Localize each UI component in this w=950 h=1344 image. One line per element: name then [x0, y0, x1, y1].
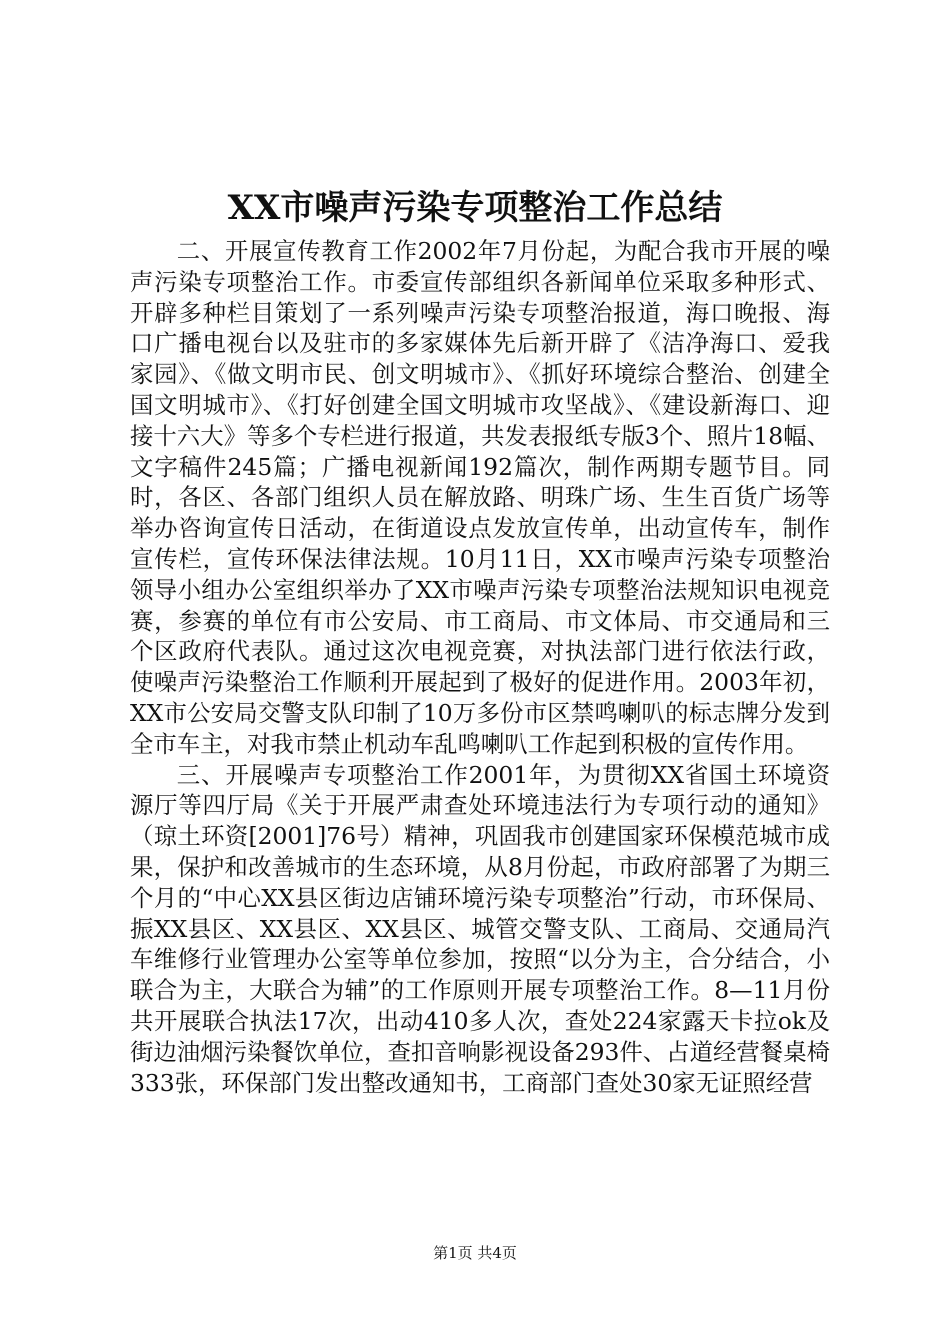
paragraph-publicity-education: 二、开展宣传教育工作2002年7月份起，为配合我市开展的噪声污染专项整治工作。市委宣传部组织各新闻单位采取多种形式、开辟多种栏目策划了一系列噪声污染专项整治报道，海口晚报、海口广播电视台以及驻市的多家媒体先后新开辟了《洁净海口、爱我家园》、《做文明市民、创文明城市》、《抓好环境综合整治、创建全国文明城市》、《打好创建全国文明城市攻坚战》、《建设新海口、迎接十六大》等多个专栏进行报道，共发表报纸专版3个、照片18幅、文字稿件245篇；广播电视新闻192篇次，制作两期专题节目。同时，各区、各部门组织人员在解放路、明珠广场、生生百货广场等举办咨询宣传日活动，在街道设点发放宣传单，出动宣传车，制作宣传栏，宣传环保法律法规。10月11日，XX市噪声污染专项整治领导小组办公室组织举办了XX市噪声污染专项整治法规知识电视竞赛，参赛的单位有市公安局、市工商局、市文体局、市交通局和三个区政府代表队。通过这次电视竞赛，对执法部门进行依法行政，使噪声污染整治工作顺利开展起到了极好的促进作用。2003年初，XX市公安局交警支队印制了10万多份市区禁鸣喇叭的标志牌分发到全市车主，对我市禁止机动车乱鸣喇叭工作起到积极的宣传作用。	[130, 237, 830, 758]
document-body	[130, 236, 830, 1098]
paragraph-noise-rectification: 三、开展噪声专项整治工作2001年，为贯彻XX省国土环境资源厅等四厅局《关于开展严肃查处环境违法行为专项行动的通知》（琼土环资[2001]76号）精神，巩固我市创建国家环保模范城市成果，保护和改善城市的生态环境，从8月份起，市政府部署了为期三个月的“中心XX县区街边店铺环境污染专项整治”行动，市环保局、振XX县区、XX县区、XX县区、城管交警支队、工商局、交通局汽车维修行业管理办公室等单位参加，按照“以分为主，合分结合，小联合为主，大联合为辅”的工作原则开展专项整治工作。8—11月份共开展联合执法17次，出动410多人次，查处224家露天卡拉ok及街边油烟污染餐饮单位，查扣音响影视设备293件、占道经营餐桌椅333张，环保部门发出整改通知书，工商部门查处30家无证照经营	[130, 760, 830, 1097]
page-number-footer: 第1页 共4页	[433, 1244, 517, 1262]
document-title: XX市噪声污染专项整治工作总结	[227, 188, 723, 228]
